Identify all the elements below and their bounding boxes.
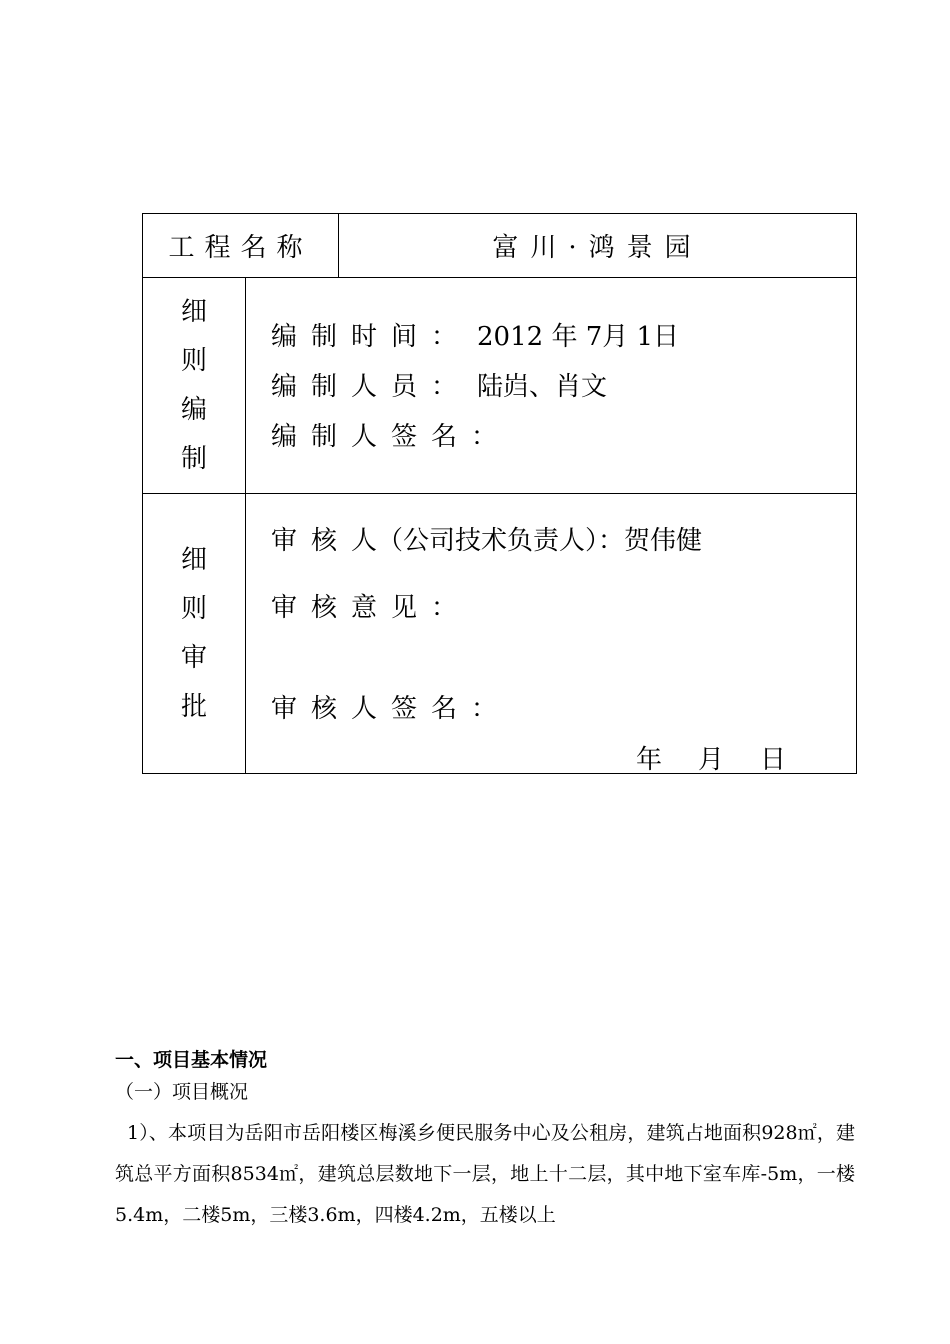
compile-row [143,278,857,494]
compile-content [246,278,857,494]
approve-section-label [143,494,246,774]
approval-form-table [142,213,857,774]
compile-time-label: 编制时间： [271,322,472,353]
compile-section-label [143,278,246,494]
reviewer-line [246,520,856,557]
compile-signature-label: 编制人签名： [271,422,512,453]
compile-staff-label: 编制人员： [271,372,472,403]
compile-time-value: 2012 年 7月 1日 [477,322,680,353]
reviewer-label-lead: 审核 [271,526,352,557]
compile-label-char: 细 [180,296,207,327]
compile-staff-line [246,366,856,403]
approve-label-char: 审 [180,642,207,673]
compile-label-char: 编 [180,394,207,425]
reviewer-label: 人（公司技术负责人）： [351,526,625,557]
approve-label-char: 细 [180,544,207,575]
approve-content [246,494,857,774]
approve-row [143,494,857,774]
review-opinion-label: 审核意见： [271,593,472,624]
compile-label-char: 则 [180,345,207,376]
subsection-heading: （一）项目概况 [115,1081,249,1103]
review-opinion-line [246,587,856,624]
review-signature-label: 审核人签名： [271,694,512,725]
body-paragraph: 1）、本项目为岳阳市岳阳楼区梅溪乡便民服务中心及公租房，建筑占地面积928㎡，建筑总平方面积8534㎡，建筑总层数地下一层，地上十二层，其中地下室车库-5m，一楼5.4m，二楼5m，三楼3.6m，四楼4.2m，五楼以上 [115,1122,855,1226]
review-date-line [246,739,856,776]
approve-label-char: 则 [180,593,207,624]
project-name-label: 工程名称 [143,214,339,278]
review-date-year: 年 [635,745,662,776]
review-date-day: 日 [760,745,787,776]
compile-staff-value: 陆岿、肖文 [477,372,608,403]
section-heading: 一、项目基本情况 [115,1049,268,1071]
review-signature-line [246,688,856,725]
compile-label-char: 制 [180,443,207,474]
project-name-value: 富川·鸿景园 [339,214,857,278]
approve-label-char: 批 [180,691,207,722]
compile-time-line [246,316,856,353]
compile-signature-line [246,416,856,453]
reviewer-value: 贺伟健 [624,526,703,557]
project-name-row [143,214,857,278]
review-date-month: 月 [697,745,724,776]
